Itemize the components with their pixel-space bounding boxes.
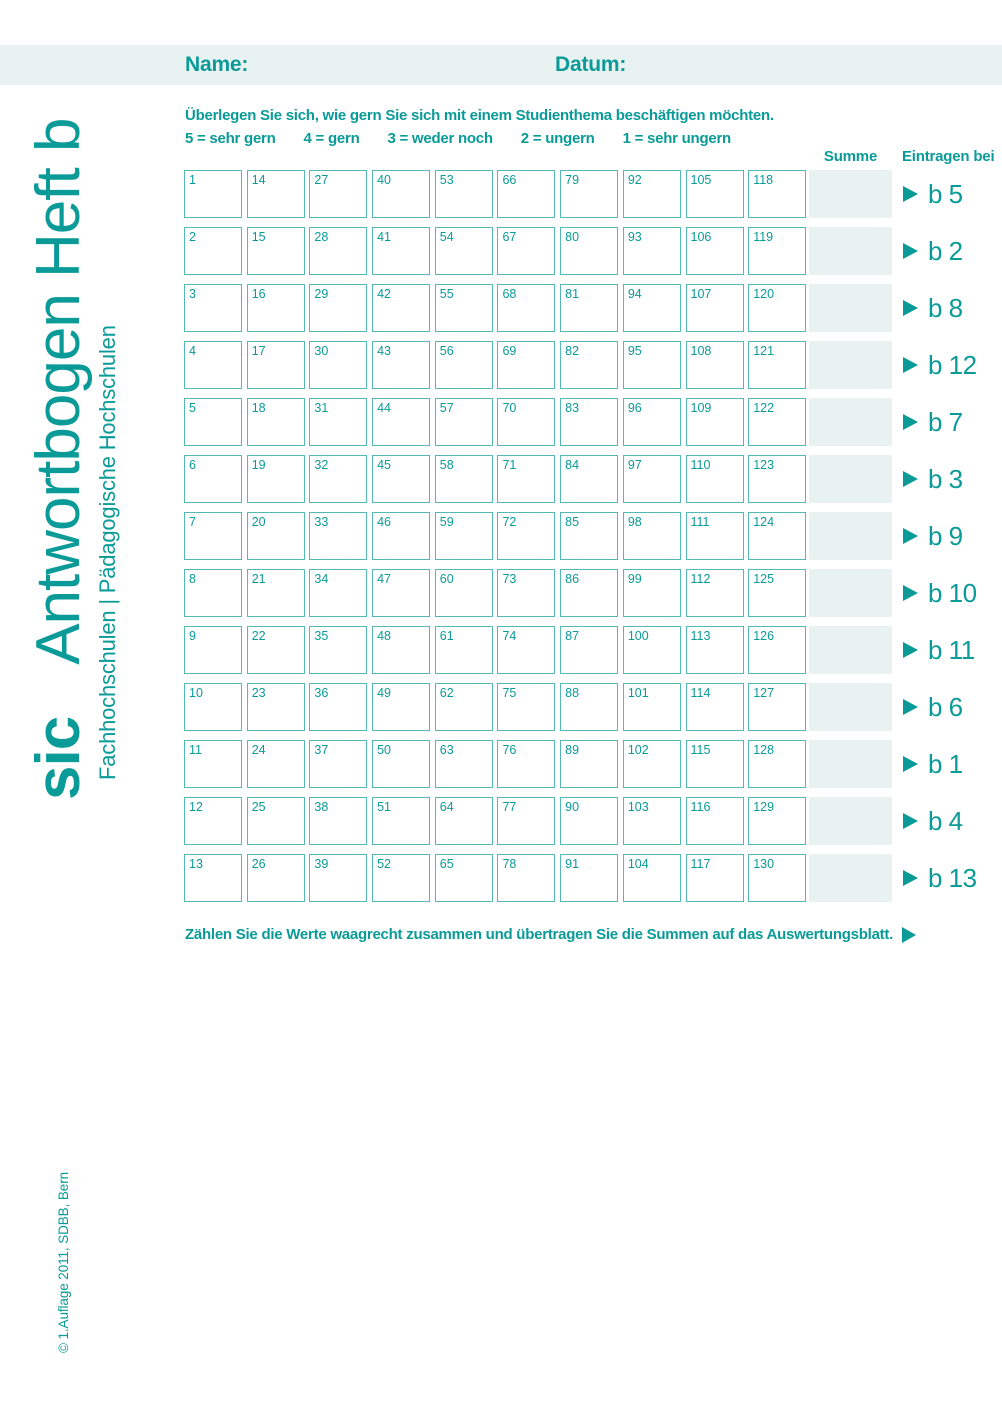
answer-row bbox=[184, 284, 1002, 332]
scale-item-2: 2 = ungern bbox=[520, 130, 595, 147]
arrow-right-icon bbox=[903, 870, 918, 886]
summe-box[interactable] bbox=[809, 341, 892, 389]
answer-cells bbox=[184, 341, 806, 389]
answer-cell-76[interactable]: 76 bbox=[497, 740, 555, 788]
summe-box[interactable] bbox=[809, 512, 892, 560]
target-label-b-5: b 5 bbox=[928, 179, 963, 209]
datum-label: Datum: bbox=[555, 53, 627, 76]
answer-cell-48[interactable]: 48 bbox=[372, 626, 430, 674]
answer-cell-59[interactable]: 59 bbox=[435, 512, 493, 560]
answer-cells bbox=[184, 170, 806, 218]
target-label-b-11: b 11 bbox=[928, 635, 975, 665]
answer-cell-112[interactable]: 112 bbox=[686, 569, 744, 617]
answer-cell-5[interactable]: 5 bbox=[184, 398, 242, 446]
answer-cell-108[interactable]: 108 bbox=[686, 341, 744, 389]
answer-cell-50[interactable]: 50 bbox=[372, 740, 430, 788]
answer-cell-39[interactable]: 39 bbox=[309, 854, 367, 902]
summe-box[interactable] bbox=[809, 626, 892, 674]
answer-cell-95[interactable]: 95 bbox=[623, 341, 681, 389]
answer-cell-64[interactable]: 64 bbox=[435, 797, 493, 845]
answer-cell-104[interactable]: 104 bbox=[623, 854, 681, 902]
answer-cell-123[interactable]: 123 bbox=[748, 455, 806, 503]
arrow-right-icon bbox=[903, 414, 918, 430]
answer-cell-26[interactable]: 26 bbox=[247, 854, 305, 902]
answer-cell-88[interactable]: 88 bbox=[560, 683, 618, 731]
summe-box[interactable] bbox=[809, 284, 892, 332]
eintragen-column-header: Eintragen bei bbox=[902, 148, 995, 165]
answer-cell-6[interactable]: 6 bbox=[184, 455, 242, 503]
arrow-right-icon bbox=[903, 699, 918, 715]
sic-logo: sic bbox=[24, 716, 93, 800]
answer-cell-79[interactable]: 79 bbox=[560, 170, 618, 218]
target-label-b-6: b 6 bbox=[928, 692, 963, 722]
arrow-right-icon bbox=[903, 528, 918, 544]
target-label-b-9: b 9 bbox=[928, 521, 963, 551]
footer-note bbox=[185, 926, 916, 943]
answer-cell-73[interactable]: 73 bbox=[497, 569, 555, 617]
name-label: Name: bbox=[185, 53, 249, 76]
answer-cell-101[interactable]: 101 bbox=[623, 683, 681, 731]
answer-cell-14[interactable]: 14 bbox=[247, 170, 305, 218]
answer-cell-124[interactable]: 124 bbox=[748, 512, 806, 560]
answer-row bbox=[184, 227, 1002, 275]
answer-cell-47[interactable]: 47 bbox=[372, 569, 430, 617]
arrow-right-icon bbox=[902, 927, 916, 943]
answer-cell-32[interactable]: 32 bbox=[309, 455, 367, 503]
sheet-title bbox=[24, 118, 93, 800]
scale-item-5: 5 = sehr gern bbox=[185, 130, 276, 147]
answer-row bbox=[184, 455, 1002, 503]
footer-note-text: Zählen Sie die Werte waagrecht zusammen und übertragen Sie die Summen auf das Auswertungsblatt. bbox=[185, 926, 894, 943]
answer-cell-83[interactable]: 83 bbox=[560, 398, 618, 446]
answer-cell-36[interactable]: 36 bbox=[309, 683, 367, 731]
answer-cell-75[interactable]: 75 bbox=[497, 683, 555, 731]
answer-cell-66[interactable]: 66 bbox=[497, 170, 555, 218]
answer-cell-109[interactable]: 109 bbox=[686, 398, 744, 446]
answer-cell-15[interactable]: 15 bbox=[247, 227, 305, 275]
answer-row bbox=[184, 170, 1002, 218]
answer-cell-22[interactable]: 22 bbox=[247, 626, 305, 674]
answer-cell-1[interactable]: 1 bbox=[184, 170, 242, 218]
answer-cells bbox=[184, 626, 806, 674]
scale-item-4: 4 = gern bbox=[303, 130, 360, 147]
answer-cell-52[interactable]: 52 bbox=[372, 854, 430, 902]
answer-cell-70[interactable]: 70 bbox=[497, 398, 555, 446]
answer-cell-12[interactable]: 12 bbox=[184, 797, 242, 845]
answer-cells bbox=[184, 455, 806, 503]
answer-cell-82[interactable]: 82 bbox=[560, 341, 618, 389]
answer-cell-37[interactable]: 37 bbox=[309, 740, 367, 788]
answer-cell-106[interactable]: 106 bbox=[686, 227, 744, 275]
answer-cell-115[interactable]: 115 bbox=[686, 740, 744, 788]
answer-cell-53[interactable]: 53 bbox=[435, 170, 493, 218]
answer-cells bbox=[184, 740, 806, 788]
answer-cell-61[interactable]: 61 bbox=[435, 626, 493, 674]
answer-cell-100[interactable]: 100 bbox=[623, 626, 681, 674]
answer-cell-129[interactable]: 129 bbox=[748, 797, 806, 845]
answer-cell-16[interactable]: 16 bbox=[247, 284, 305, 332]
instructions-line: Überlegen Sie sich, wie gern Sie sich mit einem Studienthema beschäftigen möchten. bbox=[185, 107, 774, 124]
answer-cell-69[interactable]: 69 bbox=[497, 341, 555, 389]
copyright-note: © 1.Auflage 2011, SDBB, Bern bbox=[56, 1171, 71, 1353]
answer-cell-102[interactable]: 102 bbox=[623, 740, 681, 788]
answer-cell-11[interactable]: 11 bbox=[184, 740, 242, 788]
answer-cell-67[interactable]: 67 bbox=[497, 227, 555, 275]
answer-cell-31[interactable]: 31 bbox=[309, 398, 367, 446]
answer-cell-8[interactable]: 8 bbox=[184, 569, 242, 617]
answer-cell-99[interactable]: 99 bbox=[623, 569, 681, 617]
answer-cell-117[interactable]: 117 bbox=[686, 854, 744, 902]
answer-cell-25[interactable]: 25 bbox=[247, 797, 305, 845]
answer-cell-28[interactable]: 28 bbox=[309, 227, 367, 275]
answer-cell-77[interactable]: 77 bbox=[497, 797, 555, 845]
answer-cell-107[interactable]: 107 bbox=[686, 284, 744, 332]
answer-cells bbox=[184, 227, 806, 275]
scale-item-1: 1 = sehr ungern bbox=[622, 130, 731, 147]
arrow-right-icon bbox=[903, 186, 918, 202]
answer-cell-24[interactable]: 24 bbox=[247, 740, 305, 788]
answer-cell-81[interactable]: 81 bbox=[560, 284, 618, 332]
answer-cells bbox=[184, 284, 806, 332]
answer-cell-72[interactable]: 72 bbox=[497, 512, 555, 560]
answer-cell-23[interactable]: 23 bbox=[247, 683, 305, 731]
target-label-b-8: b 8 bbox=[928, 293, 963, 323]
arrow-right-icon bbox=[903, 642, 918, 658]
target-label-b-7: b 7 bbox=[928, 407, 963, 437]
answer-cell-51[interactable]: 51 bbox=[372, 797, 430, 845]
answer-cell-126[interactable]: 126 bbox=[748, 626, 806, 674]
answer-cell-62[interactable]: 62 bbox=[435, 683, 493, 731]
answer-cell-21[interactable]: 21 bbox=[247, 569, 305, 617]
target-label-b-4: b 4 bbox=[928, 806, 963, 836]
answer-cell-41[interactable]: 41 bbox=[372, 227, 430, 275]
answer-cell-33[interactable]: 33 bbox=[309, 512, 367, 560]
answer-cells bbox=[184, 569, 806, 617]
answer-row bbox=[184, 398, 1002, 446]
summe-column-header: Summe bbox=[823, 148, 878, 165]
answer-cell-85[interactable]: 85 bbox=[560, 512, 618, 560]
summe-box[interactable] bbox=[809, 683, 892, 731]
answer-cell-38[interactable]: 38 bbox=[309, 797, 367, 845]
answer-cell-7[interactable]: 7 bbox=[184, 512, 242, 560]
answer-cell-30[interactable]: 30 bbox=[309, 341, 367, 389]
answer-cell-86[interactable]: 86 bbox=[560, 569, 618, 617]
answer-row bbox=[184, 569, 1002, 617]
answer-cell-68[interactable]: 68 bbox=[497, 284, 555, 332]
answer-cell-74[interactable]: 74 bbox=[497, 626, 555, 674]
answer-cell-17[interactable]: 17 bbox=[247, 341, 305, 389]
answer-cell-110[interactable]: 110 bbox=[686, 455, 744, 503]
answer-cell-80[interactable]: 80 bbox=[560, 227, 618, 275]
answer-cell-34[interactable]: 34 bbox=[309, 569, 367, 617]
answer-row bbox=[184, 512, 1002, 560]
answer-cell-90[interactable]: 90 bbox=[560, 797, 618, 845]
answer-cell-35[interactable]: 35 bbox=[309, 626, 367, 674]
answer-cell-46[interactable]: 46 bbox=[372, 512, 430, 560]
answer-cell-130[interactable]: 130 bbox=[748, 854, 806, 902]
answer-cell-121[interactable]: 121 bbox=[748, 341, 806, 389]
arrow-right-icon bbox=[903, 300, 918, 316]
arrow-right-icon bbox=[903, 585, 918, 601]
answer-cell-71[interactable]: 71 bbox=[497, 455, 555, 503]
answer-cell-118[interactable]: 118 bbox=[748, 170, 806, 218]
answer-cell-127[interactable]: 127 bbox=[748, 683, 806, 731]
arrow-right-icon bbox=[903, 813, 918, 829]
answer-cell-98[interactable]: 98 bbox=[623, 512, 681, 560]
target-label-b-2: b 2 bbox=[928, 236, 963, 266]
answer-cells bbox=[184, 797, 806, 845]
target-label-b-12: b 12 bbox=[928, 350, 977, 380]
answer-cell-3[interactable]: 3 bbox=[184, 284, 242, 332]
summe-box[interactable] bbox=[809, 170, 892, 218]
answer-cell-45[interactable]: 45 bbox=[372, 455, 430, 503]
summe-box[interactable] bbox=[809, 569, 892, 617]
answer-cell-78[interactable]: 78 bbox=[497, 854, 555, 902]
arrow-right-icon bbox=[903, 357, 918, 373]
answer-cell-43[interactable]: 43 bbox=[372, 341, 430, 389]
answer-cell-10[interactable]: 10 bbox=[184, 683, 242, 731]
answer-cell-114[interactable]: 114 bbox=[686, 683, 744, 731]
answer-cell-27[interactable]: 27 bbox=[309, 170, 367, 218]
answer-cells bbox=[184, 683, 806, 731]
arrow-right-icon bbox=[903, 756, 918, 772]
answer-cell-40[interactable]: 40 bbox=[372, 170, 430, 218]
summe-box[interactable] bbox=[809, 740, 892, 788]
answer-grid bbox=[184, 0, 1002, 1417]
sheet-subtitle: Fachhochschulen | Pädagogische Hochschulen bbox=[95, 325, 120, 780]
answer-cell-119[interactable]: 119 bbox=[748, 227, 806, 275]
answer-cell-65[interactable]: 65 bbox=[435, 854, 493, 902]
answer-cell-105[interactable]: 105 bbox=[686, 170, 744, 218]
target-label-b-10: b 10 bbox=[928, 578, 977, 608]
answer-cell-60[interactable]: 60 bbox=[435, 569, 493, 617]
answer-cell-125[interactable]: 125 bbox=[748, 569, 806, 617]
sheet-title-text: Antwortbogen Heft b bbox=[24, 118, 93, 665]
answer-cell-122[interactable]: 122 bbox=[748, 398, 806, 446]
answer-cell-54[interactable]: 54 bbox=[435, 227, 493, 275]
answer-cell-4[interactable]: 4 bbox=[184, 341, 242, 389]
answer-cell-111[interactable]: 111 bbox=[686, 512, 744, 560]
answer-cell-103[interactable]: 103 bbox=[623, 797, 681, 845]
answer-cells bbox=[184, 398, 806, 446]
answer-cell-91[interactable]: 91 bbox=[560, 854, 618, 902]
summe-box[interactable] bbox=[809, 854, 892, 902]
answer-cell-97[interactable]: 97 bbox=[623, 455, 681, 503]
arrow-right-icon bbox=[903, 471, 918, 487]
answer-cell-120[interactable]: 120 bbox=[748, 284, 806, 332]
target-label-b-1: b 1 bbox=[928, 749, 963, 779]
answer-cell-20[interactable]: 20 bbox=[247, 512, 305, 560]
answer-cell-113[interactable]: 113 bbox=[686, 626, 744, 674]
answer-row bbox=[184, 854, 1002, 902]
answer-row bbox=[184, 797, 1002, 845]
summe-box[interactable] bbox=[809, 398, 892, 446]
answer-cell-49[interactable]: 49 bbox=[372, 683, 430, 731]
answer-cell-92[interactable]: 92 bbox=[623, 170, 681, 218]
answer-cell-94[interactable]: 94 bbox=[623, 284, 681, 332]
summe-box[interactable] bbox=[809, 227, 892, 275]
answer-cell-44[interactable]: 44 bbox=[372, 398, 430, 446]
answer-cell-96[interactable]: 96 bbox=[623, 398, 681, 446]
summe-box[interactable] bbox=[809, 797, 892, 845]
answer-cell-128[interactable]: 128 bbox=[748, 740, 806, 788]
arrow-right-icon bbox=[903, 243, 918, 259]
scale-item-3: 3 = weder noch bbox=[387, 130, 493, 147]
summe-box[interactable] bbox=[809, 455, 892, 503]
answer-cell-19[interactable]: 19 bbox=[247, 455, 305, 503]
answer-row bbox=[184, 740, 1002, 788]
answer-cell-55[interactable]: 55 bbox=[435, 284, 493, 332]
target-label-b-13: b 13 bbox=[928, 863, 977, 893]
answer-cell-87[interactable]: 87 bbox=[560, 626, 618, 674]
answer-cell-84[interactable]: 84 bbox=[560, 455, 618, 503]
answer-cell-29[interactable]: 29 bbox=[309, 284, 367, 332]
answer-cell-18[interactable]: 18 bbox=[247, 398, 305, 446]
answer-cell-9[interactable]: 9 bbox=[184, 626, 242, 674]
answer-cell-89[interactable]: 89 bbox=[560, 740, 618, 788]
answer-cell-63[interactable]: 63 bbox=[435, 740, 493, 788]
answer-row bbox=[184, 626, 1002, 674]
answer-cell-56[interactable]: 56 bbox=[435, 341, 493, 389]
answer-cells bbox=[184, 512, 806, 560]
answer-row bbox=[184, 341, 1002, 389]
answer-cell-58[interactable]: 58 bbox=[435, 455, 493, 503]
answer-cells bbox=[184, 854, 806, 902]
answer-cell-116[interactable]: 116 bbox=[686, 797, 744, 845]
answer-cell-42[interactable]: 42 bbox=[372, 284, 430, 332]
answer-cell-2[interactable]: 2 bbox=[184, 227, 242, 275]
target-label-b-3: b 3 bbox=[928, 464, 963, 494]
answer-cell-93[interactable]: 93 bbox=[623, 227, 681, 275]
answer-row bbox=[184, 683, 1002, 731]
answer-cell-13[interactable]: 13 bbox=[184, 854, 242, 902]
answer-cell-57[interactable]: 57 bbox=[435, 398, 493, 446]
